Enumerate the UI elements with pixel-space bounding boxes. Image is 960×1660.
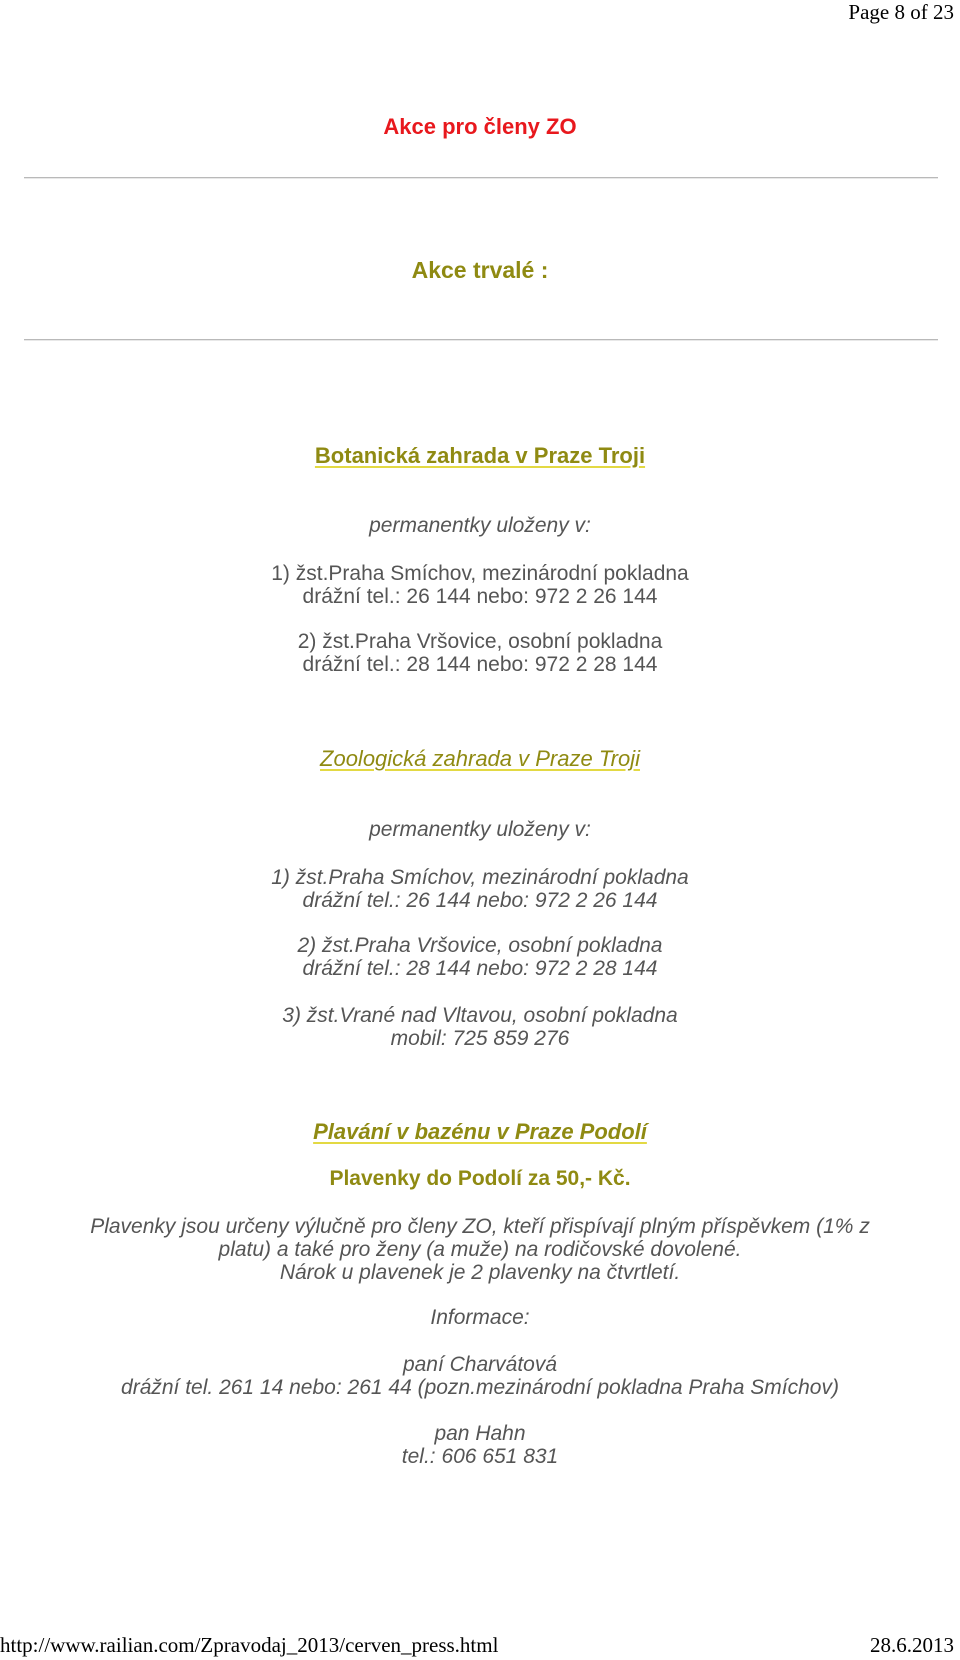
divider-top xyxy=(24,177,938,179)
plavani-description-line2: platu) a také pro ženy (a muže) na rodičovské dovolené. xyxy=(218,1238,742,1261)
contact1-phone: drážní tel. 261 14 nebo: 261 44 (pozn.mezinárodní pokladna Praha Smíchov) xyxy=(121,1376,839,1399)
plavani-description-line3: Nárok u plavenek je 2 plavenky na čtvrtletí. xyxy=(279,1261,681,1284)
footer-date: 28.6.2013 xyxy=(870,1633,954,1657)
botanicka-location2-line1: 2) žst.Praha Vršovice, osobní pokladna xyxy=(297,630,663,653)
zoo-heading-wrap xyxy=(0,746,960,772)
zoo-intro: permanentky uloženy v: xyxy=(369,818,591,841)
contact2-name: pan Hahn xyxy=(434,1422,526,1445)
plavani-info-label: Informace: xyxy=(430,1306,530,1329)
zoo-location1-line1: 1) žst.Praha Smíchov, mezinárodní pokladna xyxy=(271,866,689,889)
plavani-subheading: Plavenky do Podolí za 50,- Kč. xyxy=(329,1167,631,1190)
contact1-name: paní Charvátová xyxy=(402,1353,558,1376)
page-title: Akce pro členy ZO xyxy=(383,114,577,139)
botanicka-heading-wrap xyxy=(0,443,960,469)
botanicka-intro: permanentky uloženy v: xyxy=(369,514,591,537)
zoo-location3-line2: mobil: 725 859 276 xyxy=(390,1027,570,1050)
botanicka-location1-line2: drážní tel.: 26 144 nebo: 972 2 26 144 xyxy=(302,585,658,608)
plavani-description-line1: Plavenky jsou určeny výlučně pro členy ZO, kteří přispívají plným příspěvkem (1% z xyxy=(90,1215,870,1238)
contact2-phone: tel.: 606 651 831 xyxy=(401,1445,559,1468)
zoo-location2-line2: drážní tel.: 28 144 nebo: 972 2 28 144 xyxy=(302,957,658,980)
plavani-heading-link[interactable]: Plavání v bazénu v Praze Podolí xyxy=(313,1119,647,1144)
section-subtitle: Akce trvalé : xyxy=(411,257,549,283)
botanicka-location1-line1: 1) žst.Praha Smíchov, mezinárodní pokladna xyxy=(271,562,689,585)
zoo-location1-line2: drážní tel.: 26 144 nebo: 972 2 26 144 xyxy=(302,889,658,912)
zoo-location3-line1: 3) žst.Vrané nad Vltavou, osobní pokladna xyxy=(282,1004,678,1027)
divider-second xyxy=(24,339,938,341)
zoo-heading-link[interactable]: Zoologická zahrada v Praze Troji xyxy=(320,746,640,771)
footer-url: http://www.railian.com/Zpravodaj_2013/cerven_press.html xyxy=(0,1633,499,1657)
zoo-location2-line1: 2) žst.Praha Vršovice, osobní pokladna xyxy=(297,934,663,957)
botanicka-heading-link[interactable]: Botanická zahrada v Praze Troji xyxy=(314,443,646,468)
botanicka-location2-line2: drážní tel.: 28 144 nebo: 972 2 28 144 xyxy=(302,653,658,676)
plavani-heading-wrap xyxy=(0,1119,960,1145)
page-number: Page 8 of 23 xyxy=(848,0,954,24)
